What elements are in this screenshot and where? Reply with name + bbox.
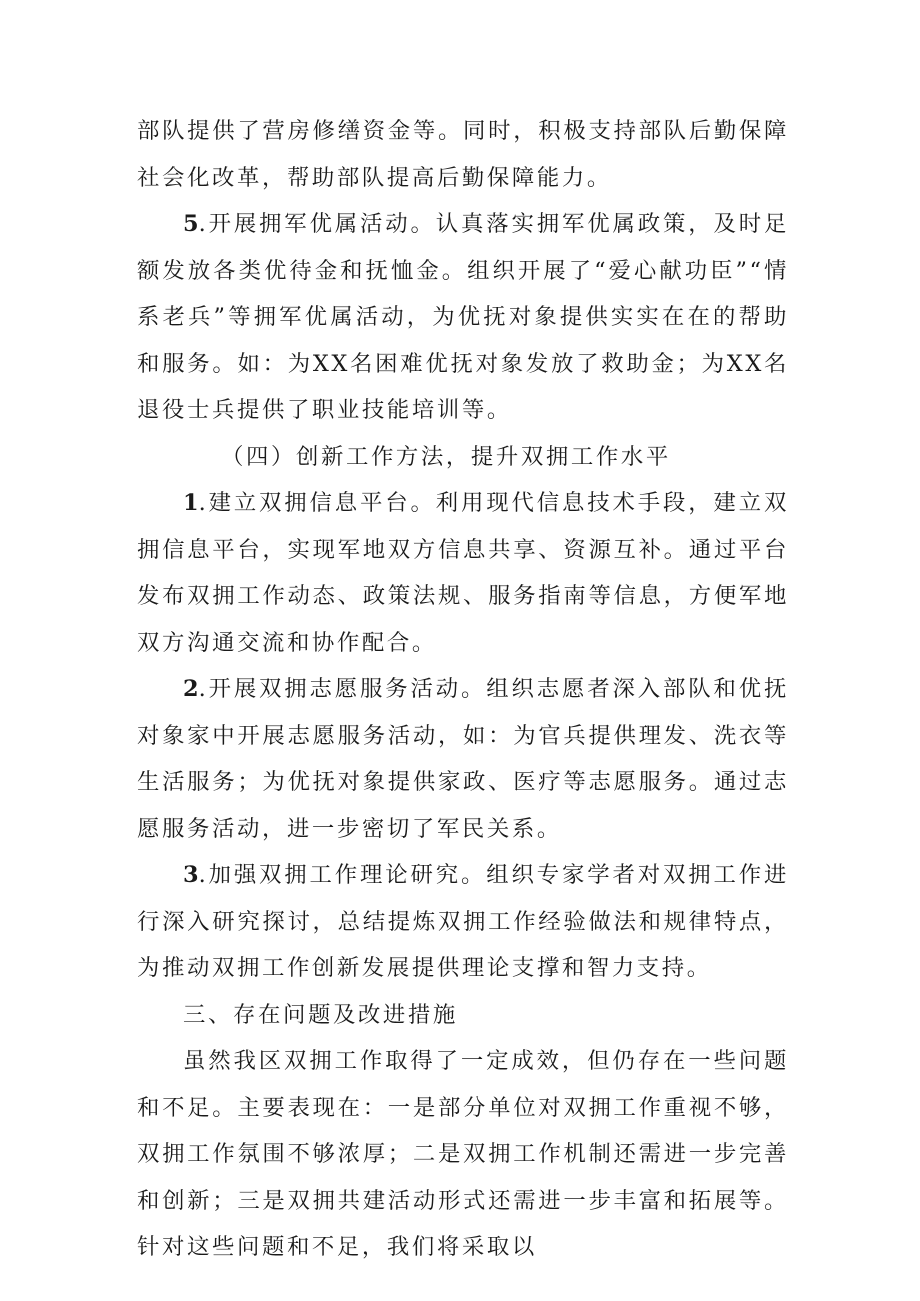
- item-number: 2: [183, 676, 199, 702]
- paragraph-item-2: [137, 666, 789, 852]
- paragraph-text: .开展拥军优属活动。认真落实拥军优属政策，及时足额发放各类优待金和抚恤金。组织开展了“爱心献功臣”“情系老兵”等拥军优属活动，为优抚对象提供实实在在的帮助和服务。如：为XX名困难优抚对象发放了救助金；为XX名退役士兵提供了职业技能培训等。: [137, 211, 789, 423]
- item-number: 1: [183, 490, 199, 516]
- subheading-text: （四）创新工作方法，提升双拥工作水平: [221, 443, 671, 470]
- paragraph-text: 部队提供了营房修缮资金等。同时，积极支持部队后勤保障社会化改革，帮助部队提高后勤保障能力。: [137, 118, 789, 191]
- item-number: 3: [183, 862, 199, 888]
- paragraph-text: .加强双拥工作理论研究。组织专家学者对双拥工作进行深入研究探讨，总结提炼双拥工作经验做法和规律特点，为推动双拥工作创新发展提供理论支撑和智力支持。: [137, 862, 789, 981]
- paragraph-text: 虽然我区双拥工作取得了一定成效，但仍存在一些问题和不足。主要表现在：一是部分单位对双拥工作重视不够，双拥工作氛围不够浓厚；二是双拥工作机制还需进一步完善和创新；三是双拥共建活动形式还需进一步丰富和拓展等。针对这些问题和不足，我们将采取以: [137, 1048, 789, 1260]
- item-number: 5: [183, 211, 199, 237]
- paragraph-text: .开展双拥志愿服务活动。组织志愿者深入部队和优抚对象家中开展志愿服务活动，如：为官兵提供理发、洗衣等生活服务；为优抚对象提供家政、医疗等志愿服务。通过志愿服务活动，进一步密切了军民关系。: [137, 676, 789, 842]
- paragraph-summary: [137, 1038, 789, 1271]
- paragraph-text: .建立双拥信息平台。利用现代信息技术手段，建立双拥信息平台，实现军地双方信息共享、资源互补。通过平台发布双拥工作动态、政策法规、服务指南等信息，方便军地双方沟通交流和协作配合。: [137, 490, 789, 656]
- section-heading: [137, 992, 789, 1039]
- section-subheading: [137, 434, 789, 481]
- document-body: [137, 108, 789, 1271]
- heading-text: 三、存在问题及改进措施: [183, 1001, 458, 1028]
- paragraph-item-1: [137, 480, 789, 666]
- paragraph-1: [137, 108, 789, 201]
- paragraph-item-3: [137, 852, 789, 992]
- paragraph-item-5: [137, 201, 789, 434]
